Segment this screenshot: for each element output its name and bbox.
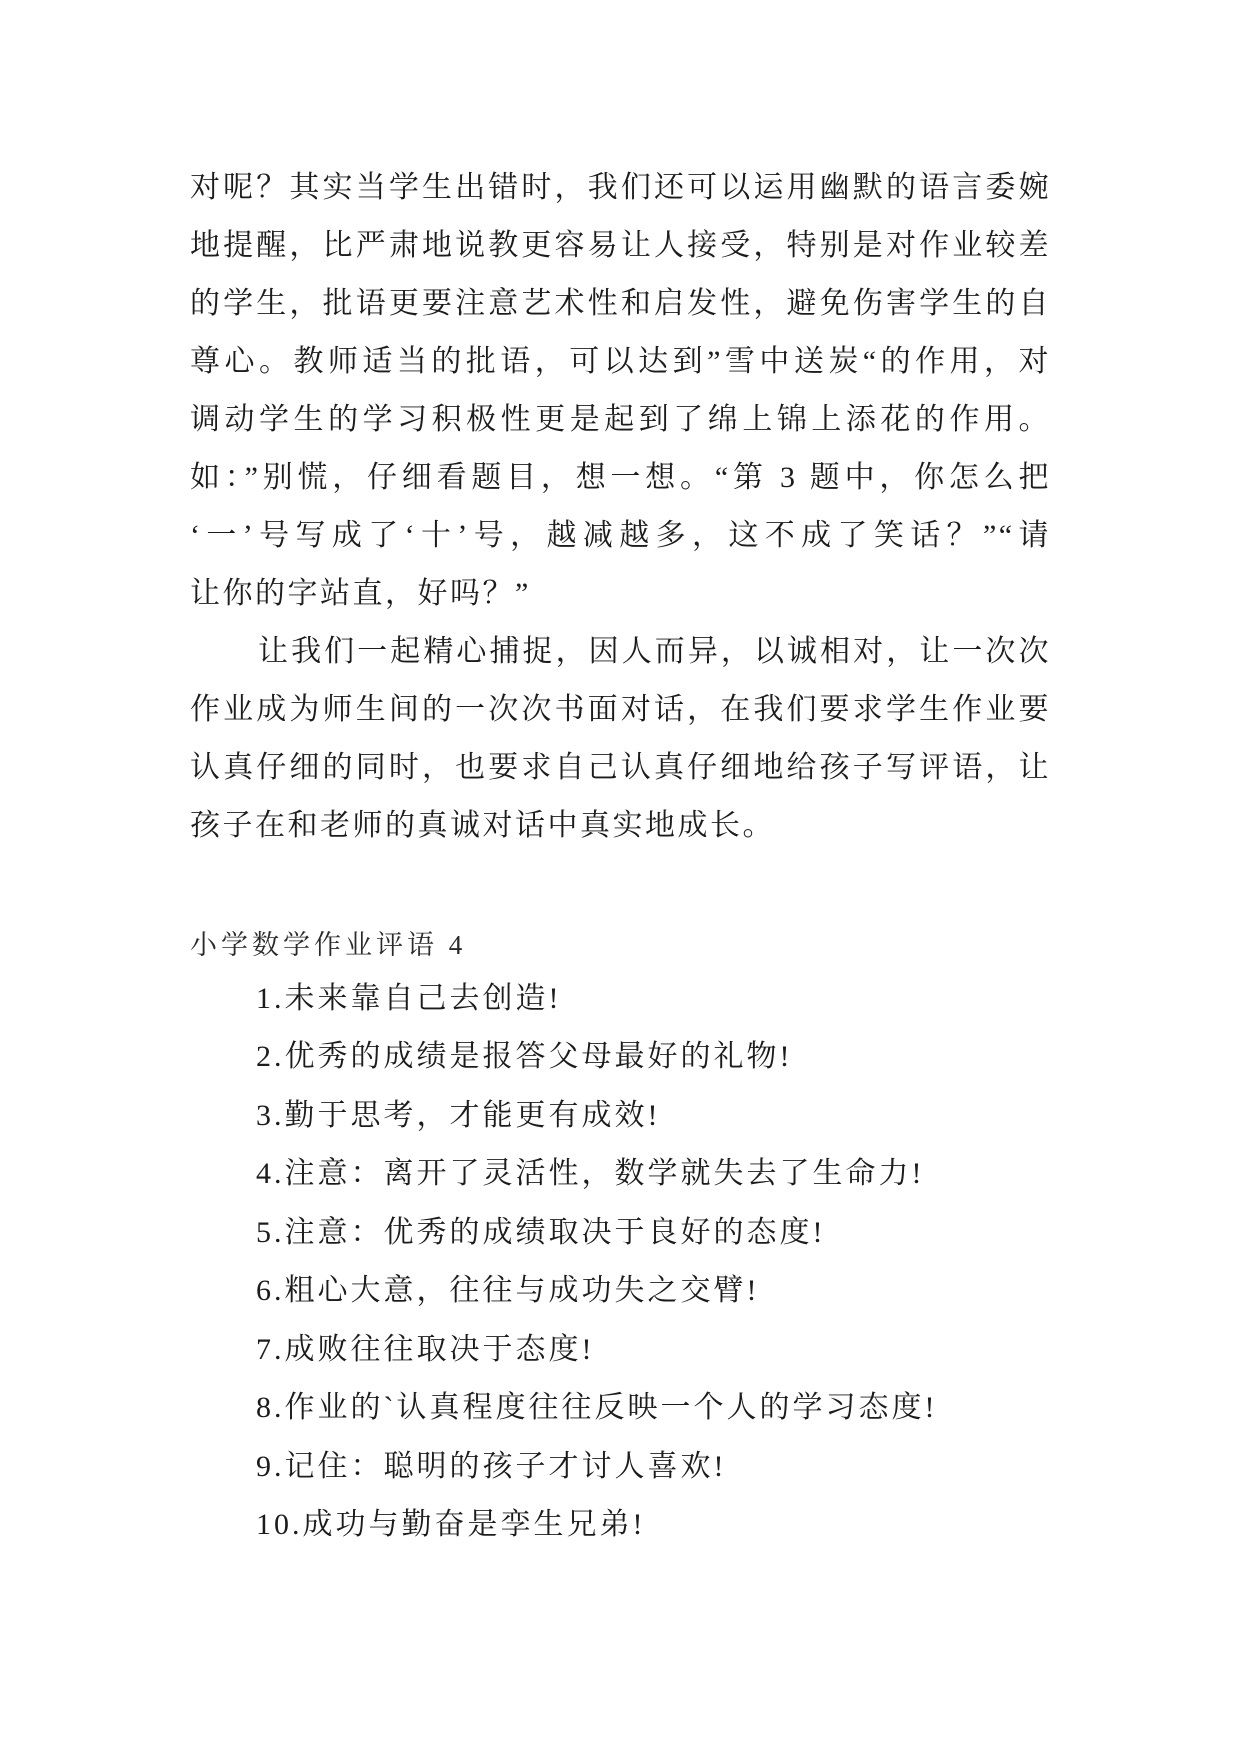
- paragraph-line: 让我们一起精心捕捉，因人而异，以诚相对，让一次次: [258, 635, 1051, 668]
- list-item: 4.注意：离开了灵活性，数学就失去了生命力!: [256, 1157, 925, 1190]
- paragraph-line: 认真仔细的同时，也要求自己认真仔细地给孩子写评语，让: [190, 751, 1051, 784]
- paragraph-line: 如：”别慌，仔细看题目，想一想。“第 3 题中，你怎么把: [190, 461, 1051, 494]
- paragraph-line: 让你的字站直，好吗？”: [190, 577, 531, 610]
- paragraph-line: 调动学生的学习积极性更是起到了绵上锦上添花的作用。: [190, 403, 1051, 436]
- list-item: 1.未来靠自己去创造!: [256, 982, 562, 1015]
- paragraph-line: 作业成为师生间的一次次书面对话，在我们要求学生作业要: [190, 693, 1051, 726]
- paragraph-line: 的学生，批语更要注意艺术性和启发性，避免伤害学生的自: [190, 287, 1051, 320]
- list-item: 2.优秀的成绩是报答父母最好的礼物!: [256, 1040, 793, 1073]
- list-item: 5.注意：优秀的成绩取决于良好的态度!: [256, 1216, 826, 1249]
- list-item: 10.成功与勤奋是孪生兄弟!: [256, 1508, 646, 1541]
- list-item: 7.成败往往取决于态度!: [256, 1333, 595, 1366]
- paragraph-line: 尊心。教师适当的批语，可以达到”雪中送炭“的作用，对: [190, 345, 1051, 378]
- list-item: 9.记住：聪明的孩子才讨人喜欢!: [256, 1450, 727, 1483]
- list-item: 8.作业的`认真程度往往反映一个人的学习态度!: [256, 1391, 938, 1424]
- paragraph-line: 孩子在和老师的真诚对话中真实地成长。: [190, 809, 775, 842]
- list-item: 3.勤于思考，才能更有成效!: [256, 1099, 661, 1132]
- paragraph-line: ‘一’号写成了‘十’号，越减越多，这不成了笑话？”“请: [190, 519, 1051, 552]
- list-item: 6.粗心大意，往往与成功失之交臂!: [256, 1274, 760, 1307]
- section-heading: 小学数学作业评语 4: [190, 930, 467, 960]
- paragraph-line: 对呢？其实当学生出错时，我们还可以运用幽默的语言委婉: [190, 171, 1051, 204]
- paragraph-line: 地提醒，比严肃地说教更容易让人接受，特别是对作业较差: [190, 229, 1051, 262]
